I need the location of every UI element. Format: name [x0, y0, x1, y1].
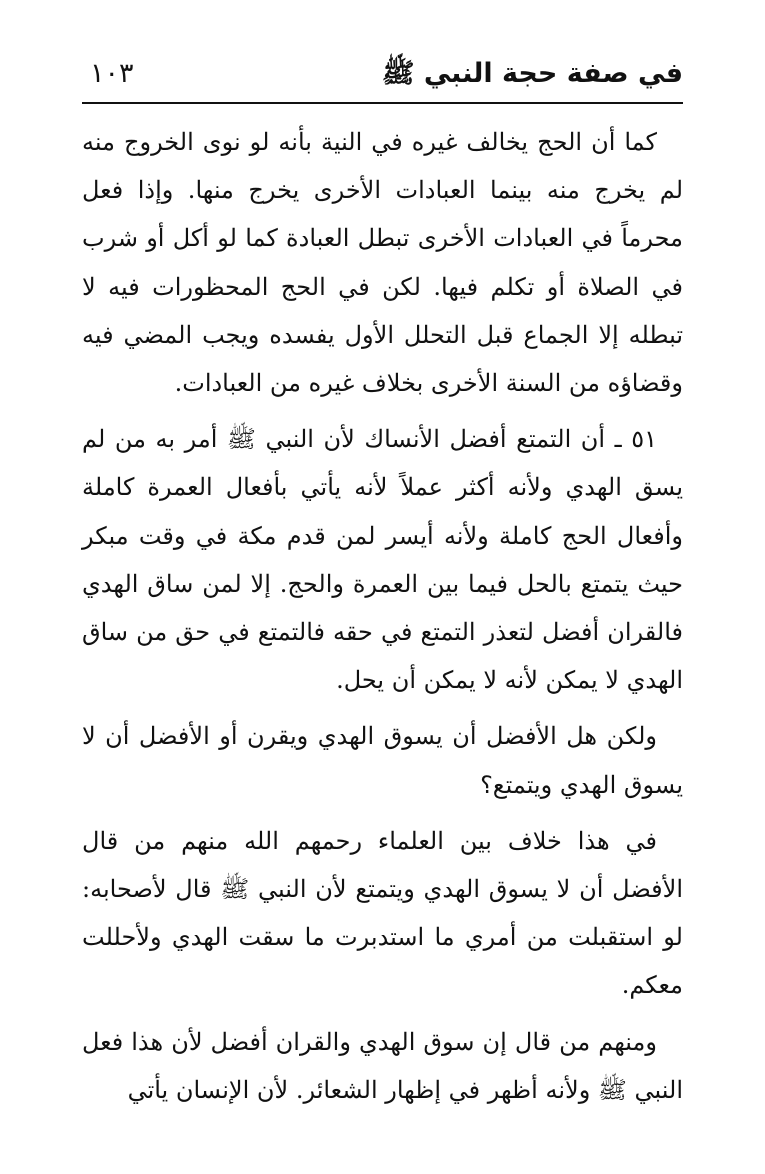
page-body: [82, 118, 683, 1122]
page-header: [82, 52, 683, 104]
paragraph: ولكن هل الأفضل أن يسوق الهدي ويقرن أو الأفضل أن لا يسوق الهدي ويتمتع؟: [82, 722, 683, 799]
paragraph: ٥١ ـ أن التمتع أفضل الأنساك لأن النبي ﷺ أمر به من لم يسق الهدي ولأنه أكثر عملاً لأنه يأتي بأفعال العمرة كاملة وأفعال الحج كاملة ولأنه أيسر لمن قدم مكة في وقت مبكر حيث يتمتع بالحل فيما بين العمرة والحج. إلا لمن ساق الهدي فالقران أفضل لتعذر التمتع في حقه فالتمتع في حق من ساق الهدي لا يمكن لأنه لا يمكن أن يحل.: [82, 425, 683, 695]
paragraph: ومنهم من قال إن سوق الهدي والقران أفضل لأن هذا فعل النبي ﷺ ولأنه أظهر في إظهار الشعائر. لأن الإنسان يأتي: [82, 1027, 683, 1104]
paragraph: في هذا خلاف بين العلماء رحمهم الله منهم من قال الأفضل أن لا يسوق الهدي ويتمتع لأن النبي ﷺ قال لأصحابه: لو استقبلت من أمري ما استدبرت ما سقت الهدي ولأحللت معكم.: [82, 826, 683, 1000]
running-title: في صفة حجة النبي ﷺ: [381, 58, 683, 89]
paragraph: كما أن الحج يخالف غيره في النية بأنه لو نوى الخروج منه لم يخرج منه بينما العبادات الأخرى يخرج منها. وإذا فعل محرماً في العبادات الأخرى تبطل العبادة كما لو أكل أو شرب في الصلاة أو تكلم فيها. لكن في الحج المحظورات فيه لا تبطله إلا الجماع قبل التحلل الأول يفسده ويجب المضي فيه وقضاؤه من السنة الأخرى بخلاف غيره من العبادات.: [82, 128, 683, 398]
page-number: ١٠٣: [90, 58, 134, 89]
